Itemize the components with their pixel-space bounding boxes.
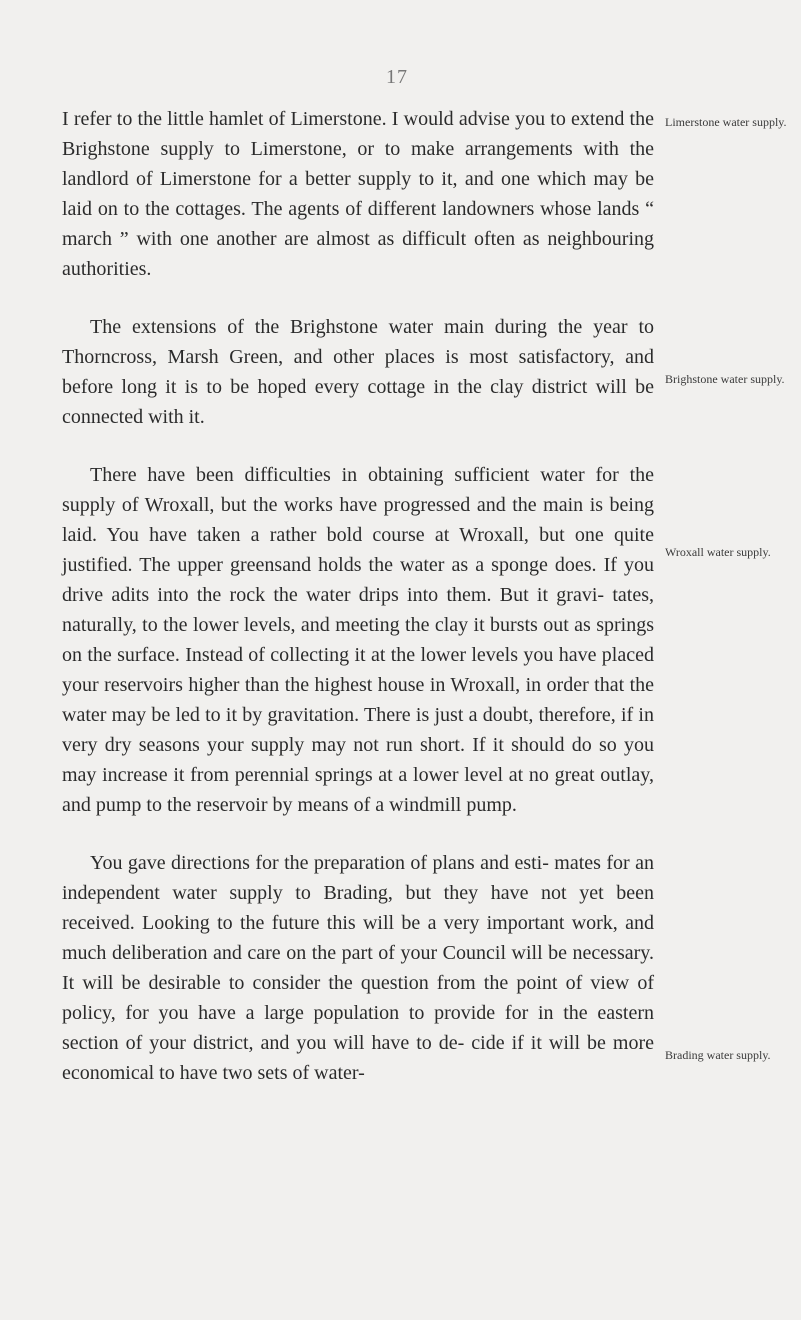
side-note-wroxall: Wroxall water supply. xyxy=(665,545,771,559)
side-note-limerstone: Limerstone water supply. xyxy=(665,115,787,129)
side-note-brighstone: Brighstone water supply. xyxy=(665,372,785,386)
paragraph-limerstone: I refer to the little hamlet of Limerstone. I would advise you to extend the Brighstone supply to Limerstone, or to make arrangements with the landlord of Limerstone for a better supply to it, and one which may be laid on to the cottages. The agents of different landowners whose lands “ march ” with one another are almost as difficult often as neighbouring authorities. xyxy=(62,108,654,280)
body-text xyxy=(62,104,654,1116)
paragraph-wroxall: There have been difficulties in obtaining sufficient water for the supply of Wroxall, but the works have progressed and the main is being laid. You have taken a rather bold course at Wroxall, but one quite justified. The upper greensand holds the water as a sponge does. If you drive adits into the rock the water drips into them. But it gravi- tates, naturally, to the lower levels, and meeting the clay it bursts out as springs on the surface. Instead of collecting it at the lower levels you have placed your reservoirs higher than the highest house in Wroxall, in order that the water may be led to it by gravitation. There is just a doubt, therefore, if in very dry seasons your supply may not run short. If it should do so you may increase it from perennial springs at a lower level at no great outlay, and pump to the reservoir by means of a windmill pump. xyxy=(62,464,654,816)
paragraph-brighstone: The extensions of the Brighstone water main during the year to Thorncross, Marsh Green, and other places is most satisfactory, and before long it is to be hoped every cottage in the clay district will be connected with it. xyxy=(62,316,654,428)
page-number: 17 xyxy=(386,66,408,88)
paragraph-brading: You gave directions for the preparation of plans and esti- mates for an independent water supply to Brading, but they have not yet been received. Looking to the future this will be a very important work, and much deliberation and care on the part of your Council will be necessary. It will be desirable to consider the question from the point of view of policy, for you have a large population to provide for in the eastern section of your district, and you will have to de- cide if it will be more economical to have two sets of water- xyxy=(62,852,654,1084)
side-note-brading: Brading water supply. xyxy=(665,1048,771,1062)
